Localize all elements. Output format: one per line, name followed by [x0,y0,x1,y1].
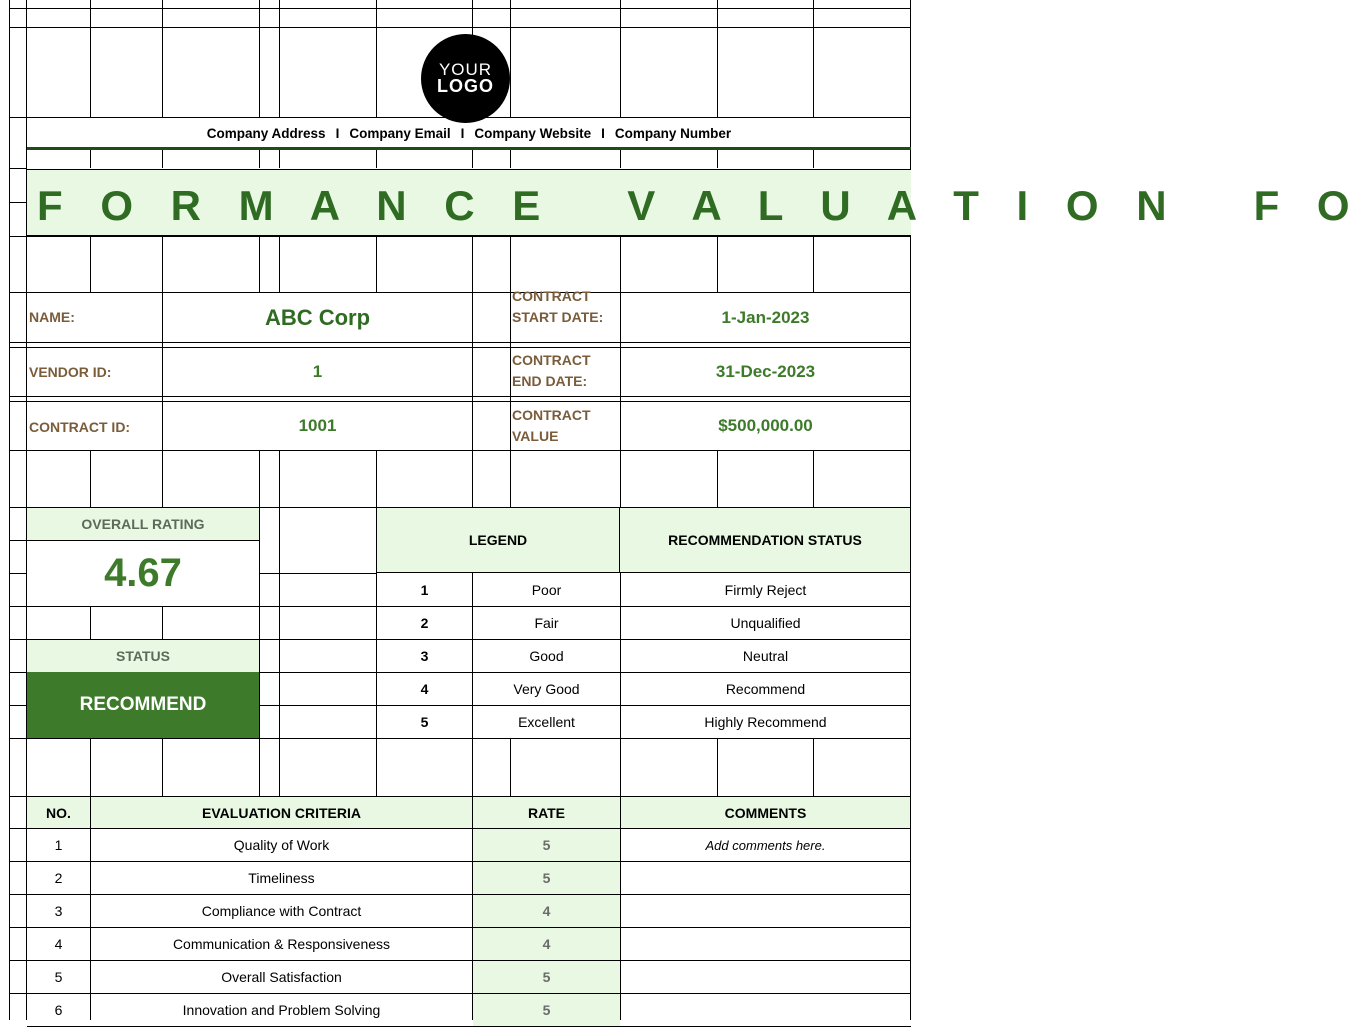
name-value: ABC Corp [264,304,371,330]
legend-recommendation: Highly Recommend [704,714,827,730]
contract-start-label: CONTRACT START DATE: [512,288,604,325]
criteria-number: 1 [54,837,63,853]
recommendation-header: RECOMMENDATION STATUS [620,507,911,573]
criteria-name: Communication & Responsiveness [172,936,391,952]
separator: I [335,125,340,141]
criteria-number: 2 [54,870,63,886]
comments-header: COMMENTS [621,797,910,828]
legend-label: Poor [531,582,562,598]
status-badge: RECOMMEND [27,672,259,738]
name-label: NAME: [29,309,75,325]
separator: I [460,125,465,141]
contract-id-label: CONTRACT ID: [29,419,131,435]
overall-rating-value: 4.67 [104,551,182,595]
vendor-id-value: 1 [312,362,323,381]
comment-input[interactable] [621,961,910,993]
criteria-name: Compliance with Contract [201,903,362,919]
contract-start-value: 1-Jan-2023 [721,307,810,327]
rate-input[interactable]: 5 [473,862,620,894]
comment-input[interactable] [621,994,910,1026]
legend-number: 3 [420,648,429,664]
rate-input[interactable]: 4 [473,928,620,960]
legend-recommendation: Firmly Reject [724,582,807,598]
separator: I [601,125,605,141]
legend-recommendation: Unqualified [730,615,801,631]
company-address: Company Address [206,125,326,141]
comment-input[interactable] [621,895,910,927]
legend-number: 1 [420,582,429,598]
contract-value-label: CONTRACT VALUE [512,407,591,444]
legend-label: Very Good [513,681,580,697]
page-title: F O R M A N C E V A L U A T I O N F O [37,182,1363,229]
company-logo [421,34,510,123]
header-rule [27,147,911,150]
legend-label: Fair [534,615,559,631]
comment-input[interactable] [621,862,910,894]
legend-number: 2 [420,615,429,631]
legend-number: 5 [420,714,429,730]
comment-input[interactable] [621,928,910,960]
company-website: Company Website [474,125,592,141]
company-info-line [27,118,911,148]
comment-input[interactable]: Add comments here. [705,837,826,853]
legend-label: Excellent [518,714,575,730]
criteria-name: Timeliness [248,870,315,886]
contract-end-label: CONTRACT END DATE: [512,352,591,389]
company-email: Company Email [349,125,451,141]
legend-header: LEGEND [376,507,620,573]
logo-line-1: YOUR [438,60,493,79]
vendor-id-label: VENDOR ID: [29,364,112,380]
criteria-name: Quality of Work [233,837,330,853]
criteria-number: 6 [54,1002,63,1018]
rate-header: RATE [473,797,620,828]
overall-rating-label: OVERALL RATING [27,508,259,540]
criteria-number: 4 [54,936,63,952]
criteria-name: Overall Satisfaction [221,969,342,985]
logo-line-2: LOGO [437,76,494,96]
rate-input[interactable]: 5 [473,829,620,861]
criteria-number: 5 [54,969,63,985]
legend-label: Good [529,648,564,664]
company-number: Company Number [614,125,732,141]
legend-recommendation: Recommend [725,681,806,697]
no-header: NO. [27,797,90,828]
criteria-number: 3 [54,903,63,919]
rate-input[interactable]: 5 [473,961,620,993]
status-label: STATUS [27,640,259,672]
criteria-name: Innovation and Problem Solving [182,1002,381,1018]
contract-id-value: 1001 [298,416,337,435]
title-banner [27,169,1363,236]
contract-value-amount: $500,000.00 [718,416,813,435]
legend-number: 4 [420,681,429,697]
contract-end-value: 31-Dec-2023 [715,362,816,381]
rate-input[interactable]: 4 [473,895,620,927]
criteria-header: EVALUATION CRITERIA [91,797,472,828]
rate-input[interactable]: 5 [473,994,620,1026]
legend-recommendation: Neutral [742,648,789,664]
